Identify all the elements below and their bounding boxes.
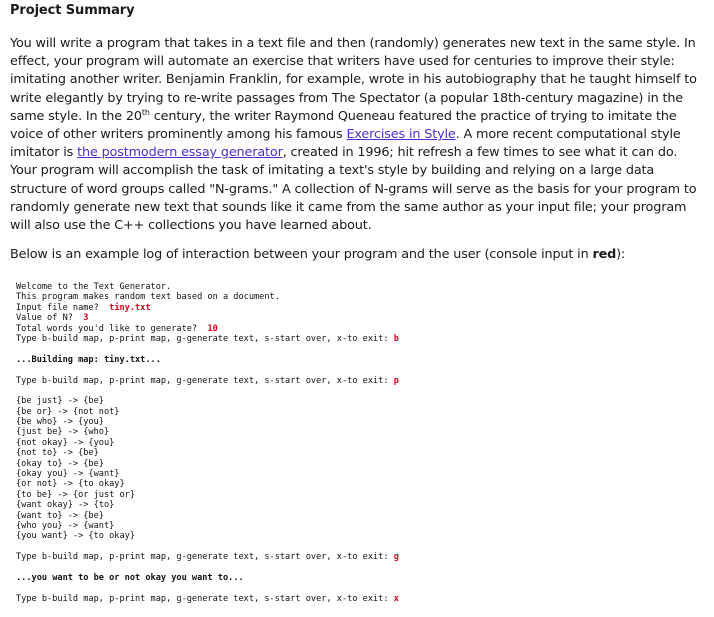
map-entry: {not to} -> {be} xyxy=(16,448,99,459)
map-entry: {okay you} -> {want} xyxy=(16,469,120,480)
log-line: Type b-build map, p-print map, g-generate text, s-start over, x-to exit: g xyxy=(16,552,399,563)
map-entry: {be just} -> {be} xyxy=(16,396,104,407)
log-line: Type b-build map, p-print map, g-generate text, s-start over, x-to exit: b xyxy=(16,333,399,344)
ngram-map xyxy=(16,396,706,541)
user-input: g xyxy=(393,552,399,563)
example-intro: Below is an example log of interaction between your program and the user (console input in red): xyxy=(10,247,626,262)
map-entry: {be or} -> {not not} xyxy=(16,406,120,417)
log-line: Total words you'd like to generate? 10 xyxy=(16,323,218,334)
user-input: 3 xyxy=(83,313,89,324)
summary-paragraph: You will write a program that takes in a text file and then (randomly) generates new text in the same style. In effect, your program will automate an exercise that writers have used for centuries to improve their style: imitating another writer. Benjamin Franklin, for example, wrote in his autobiography that he taught himself to write elegantly by trying to re-write passages from The Spectator (a popular 18th-century magazine) in the same style. In the 20th century, the writer Raymond Queneau featured the practice of trying to imitate the voice of other writers prominently among his famous Exercises in Style. A more recent computational style imitator is the postmodern essay generator, created in 1996; hit refresh a few times to see what it can do. Your program will accomplish the task of imitating a text's style by building and relying on a large data structure of word groups called "N-grams." A collection of N-grams will serve as the basis for your program to randomly generate new text that sounds like it came from the same author as your input file; your program will also use the C++ collections you have learned about. xyxy=(10,36,697,234)
map-entry: {you want} -> {to okay} xyxy=(16,531,135,542)
log-line: Value of N? 3 xyxy=(16,313,89,324)
map-entry: {not okay} -> {you} xyxy=(16,437,115,448)
user-input: x xyxy=(393,593,399,604)
log-line: ...you want to be or not okay you want to... xyxy=(16,572,244,583)
map-entry: {want okay} -> {to} xyxy=(16,500,115,511)
postmodern-essay-generator-link[interactable]: the postmodern essay generator xyxy=(77,145,283,161)
map-entry: {who you} -> {want} xyxy=(16,520,115,531)
map-entry: {want to} -> {be} xyxy=(16,510,104,521)
user-input: p xyxy=(393,375,399,386)
log-line: Welcome to the Text Generator. xyxy=(16,282,172,292)
user-input: b xyxy=(393,333,399,344)
user-input: 10 xyxy=(207,323,218,334)
page-title: Project Summary xyxy=(10,3,135,18)
log-line: Type b-build map, p-print map, g-generate text, s-start over, x-to exit: x xyxy=(16,593,399,604)
exercises-in-style-link[interactable]: Exercises in Style xyxy=(346,127,456,143)
map-entry: {just be} -> {who} xyxy=(16,427,110,438)
log-line: This program makes random text based on a document. xyxy=(16,292,280,303)
console-log xyxy=(16,282,706,604)
map-entry: {to be} -> {or just or} xyxy=(16,489,135,500)
log-line: Input file name? tiny.txt xyxy=(16,302,151,313)
log-line: Type b-build map, p-print map, g-generate text, s-start over, x-to exit: p xyxy=(16,375,399,386)
red-word: red xyxy=(592,247,617,262)
map-entry: {okay to} -> {be} xyxy=(16,458,104,469)
user-input: tiny.txt xyxy=(109,302,151,313)
map-entry: {be who} -> {you} xyxy=(16,417,104,428)
log-line: ...Building map: tiny.txt... xyxy=(16,354,161,365)
map-entry: {or not} -> {to okay} xyxy=(16,479,125,490)
